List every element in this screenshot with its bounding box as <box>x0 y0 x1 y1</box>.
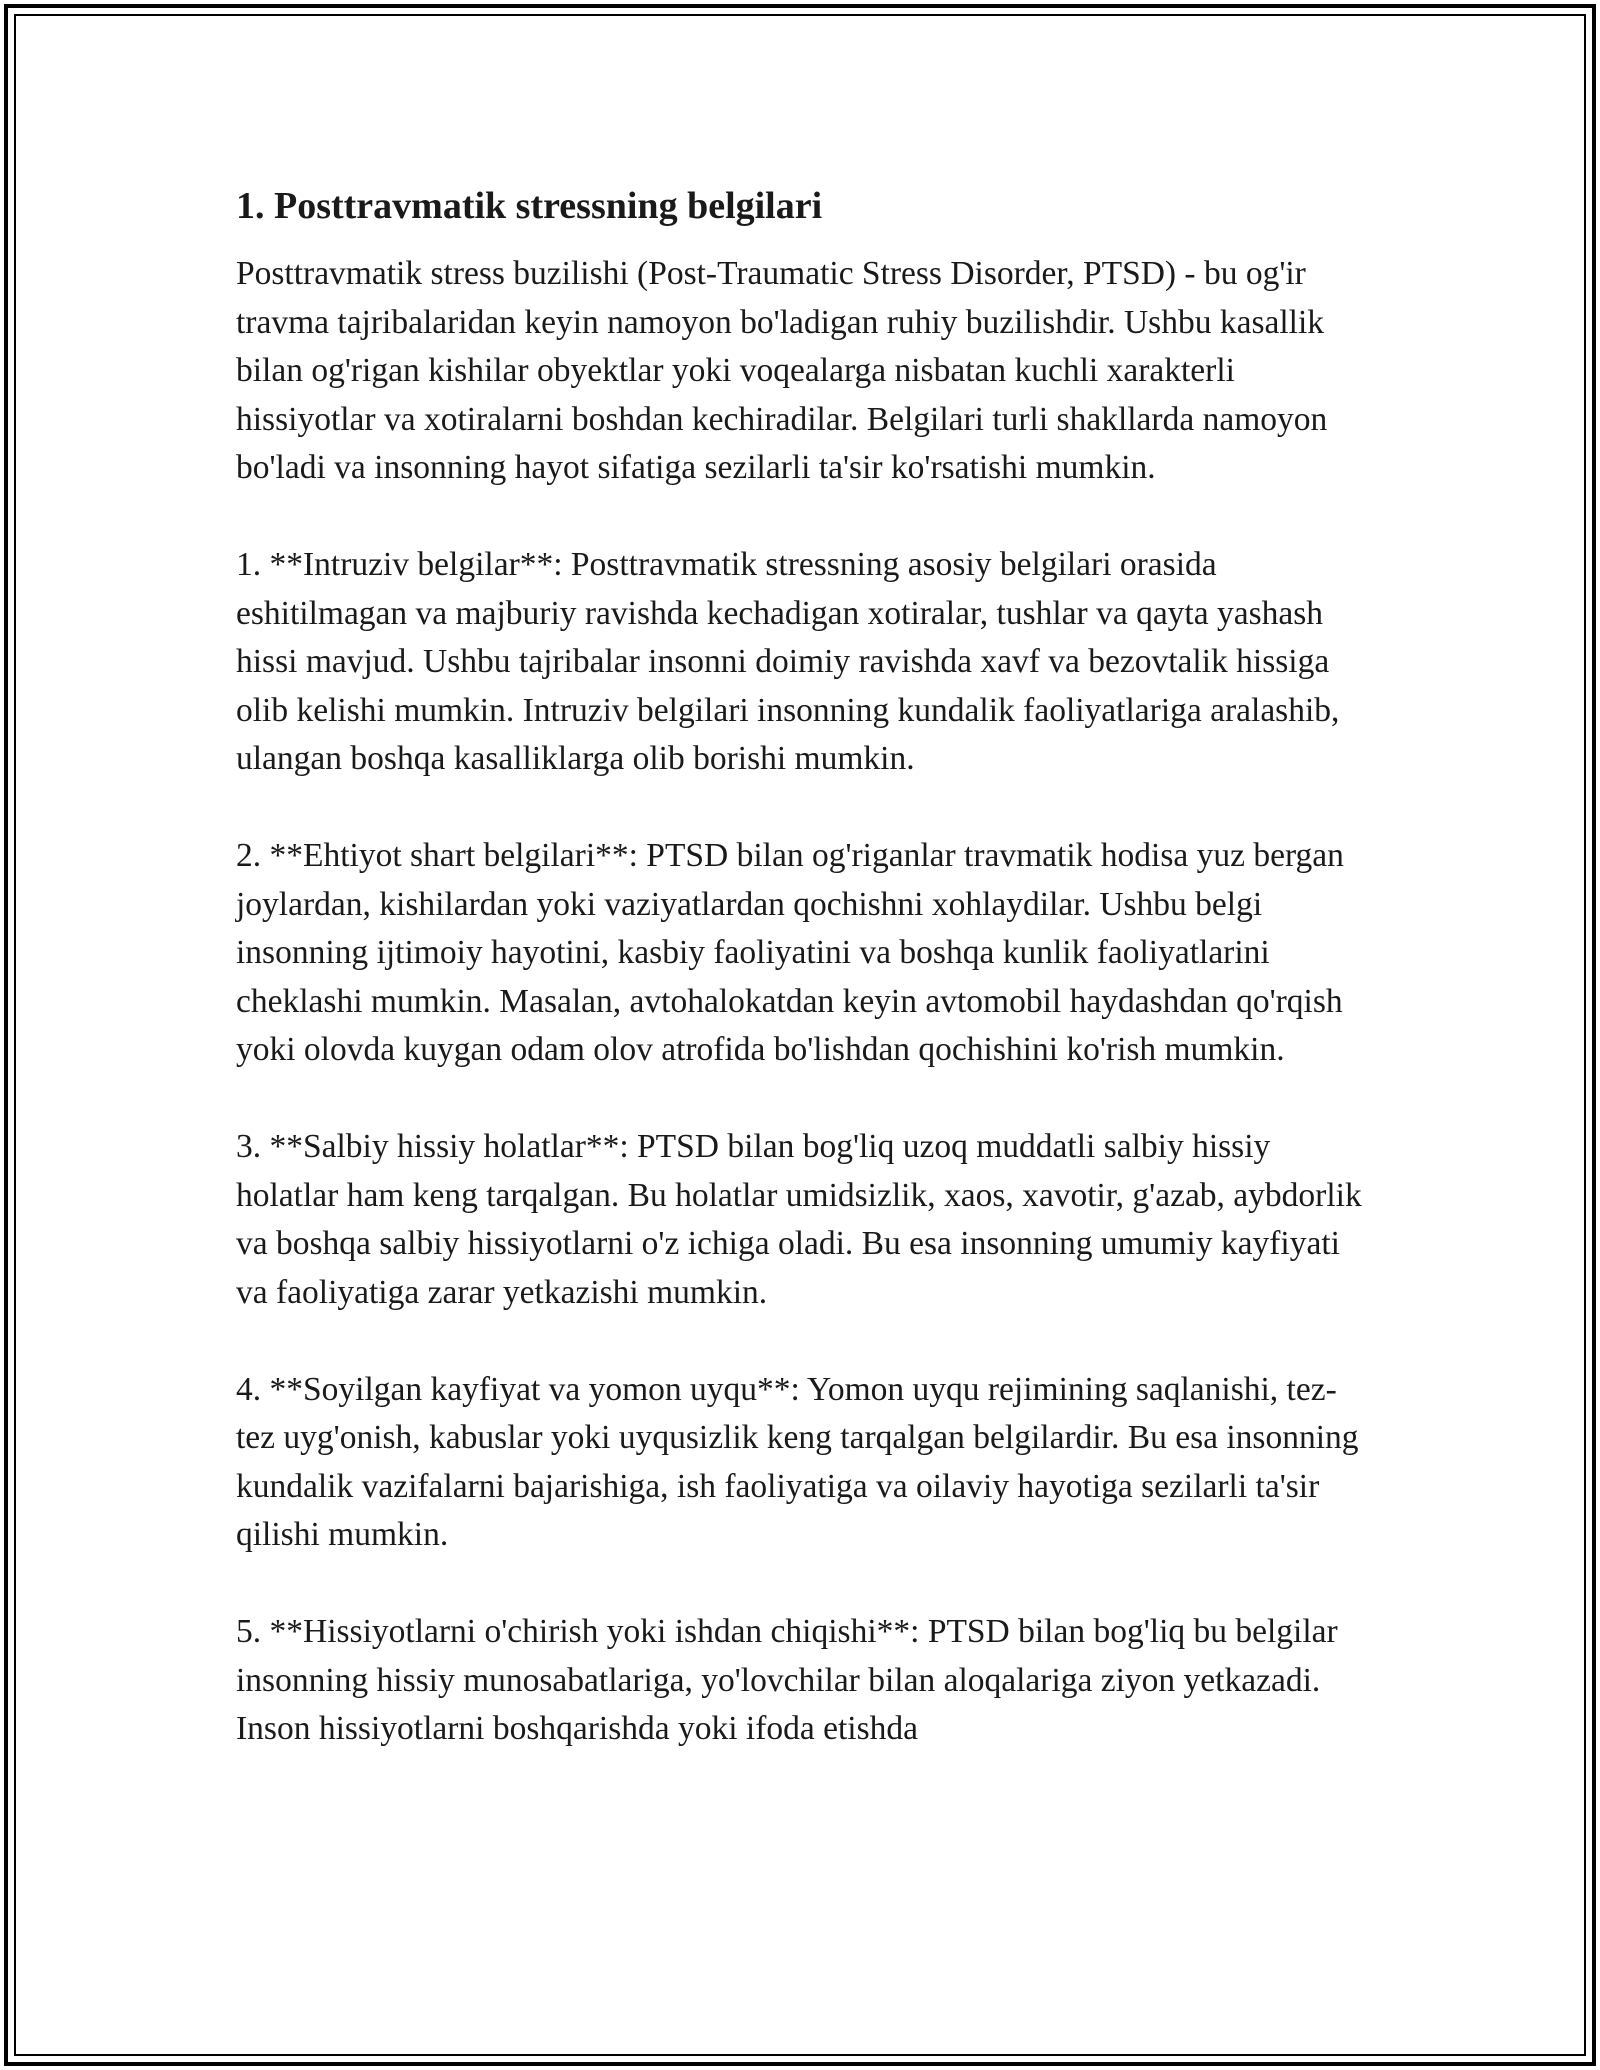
intro-paragraph: Posttravmatik stress buzilishi (Post-Traumatic Stress Disorder, PTSD) - bu og'ir travma tajribalaridan keyin namoyon bo'ladigan ruhiy buzilishdir. Ushbu kasallik bilan og'rigan kishilar obyektlar yoki voqealarga nisbatan kuchli xarakterli hissiyotlar va xotiralarni boshdan kechiradilar. Belgilari turli shakllarda namoyon bo'ladi va insonning hayot sifatiga sezilarli ta'sir ko'rsatishi mumkin. <box>236 255 1328 486</box>
document-body <box>236 182 1366 1754</box>
symptom-paragraph-intrusive: 1. **Intruziv belgilar**: Posttravmatik stressning asosiy belgilari orasida eshitilmagan va majburiy ravishda kechadigan xotiralar, tushlar va qayta yashash hissi mavjud. Ushbu tajribalar insonni doimiy ravishda xavf va bezovtalik hissiga olib kelishi mumkin. Intruziv belgilari insonning kundalik faoliyatlariga aralashib, ulangan boshqa kasalliklarga olib borishi mumkin. <box>236 546 1340 777</box>
symptom-paragraph-negative-emotions: 3. **Salbiy hissiy holatlar**: PTSD bilan bog'liq uzoq muddatli salbiy hissiy holatlar ham keng tarqalgan. Bu holatlar umidsizlik, xaos, xavotir, g'azab, aybdorlik va boshqa salbiy hissiyotlarni o'z ichiga oladi. Bu esa insonning umumiy kayfiyati va faoliyatiga zarar yetkazishi mumkin. <box>236 1128 1362 1311</box>
symptom-paragraph-avoidance: 2. **Ehtiyot shart belgilari**: PTSD bilan og'riganlar travmatik hodisa yuz bergan joylardan, kishilardan yoki vaziyatlardan qochishni xohlaydilar. Ushbu belgi insonning ijtimoiy hayotini, kasbiy faoliyatini va boshqa kunlik faoliyatlarini cheklashi mumkin. Masalan, avtohalokatdan keyin avtomobil haydashdan qo'rqish yoki olovda kuygan odam olov atrofida bo'lishdan qochishini ko'rish mumkin. <box>236 837 1344 1068</box>
symptom-paragraph-emotional-numbing: 5. **Hissiyotlarni o'chirish yoki ishdan chiqishi**: PTSD bilan bog'liq bu belgilar insonning hissiy munosabatlariga, yo'lovchilar bilan aloqalariga ziyon yetkazadi. Inson hissiyotlarni boshqarishda yoki ifoda etishda <box>236 1613 1338 1747</box>
symptom-paragraph-mood-sleep: 4. **Soyilgan kayfiyat va yomon uyqu**: Yomon uyqu rejimining saqlanishi, tez-tez uyg'onish, kabuslar yoki uyqusizlik keng tarqalgan belgilardir. Bu esa insonning kundalik vazifalarni bajarishiga, ish faoliyatiga va oilaviy hayotiga sezilarli ta'sir qilishi mumkin. <box>236 1370 1359 1553</box>
document-title: 1. Posttravmatik stressning belgilari <box>236 185 823 227</box>
